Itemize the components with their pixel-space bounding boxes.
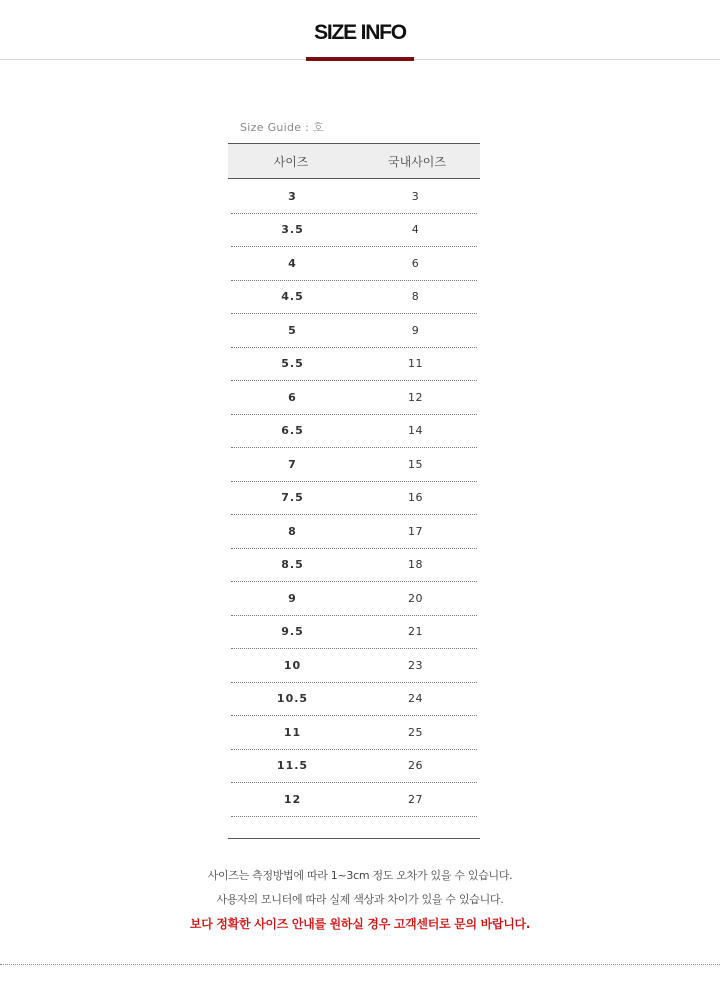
table-row	[231, 515, 477, 549]
cell-domestic-size: 8	[411, 290, 420, 304]
cell-size: 5	[288, 323, 297, 337]
cell-size: 9	[288, 591, 297, 605]
cell-size: 5.5	[281, 357, 304, 371]
cell-domestic-size: 21	[408, 625, 423, 639]
cell-size: 6.5	[281, 424, 304, 438]
size-table-body	[228, 179, 480, 817]
size-guide-label: Size Guide : 호	[240, 121, 324, 134]
table-row	[231, 683, 477, 717]
cell-size: 3.5	[281, 223, 304, 237]
bottom-divider	[0, 964, 720, 965]
cell-domestic-size: 11	[408, 357, 423, 371]
cell-size: 12	[283, 792, 302, 806]
table-row	[231, 281, 477, 315]
table-row	[231, 783, 477, 817]
note-monitor: 사용자의 모니터에 따라 실제 색상과 차이가 있을 수 있습니다.	[216, 893, 504, 906]
cell-size: 7	[288, 457, 297, 471]
table-row	[231, 649, 477, 683]
cell-size: 6	[288, 390, 297, 404]
cell-size: 8	[288, 524, 297, 538]
cell-domestic-size: 25	[408, 725, 423, 739]
cell-domestic-size: 12	[408, 390, 423, 404]
table-row	[231, 415, 477, 449]
cell-size: 10.5	[276, 692, 309, 706]
cell-size: 10	[283, 658, 302, 672]
cell-domestic-size: 14	[408, 424, 423, 438]
page-title: SIZE INFO	[314, 21, 406, 44]
cell-domestic-size: 24	[408, 692, 423, 706]
cell-size: 4.5	[281, 290, 304, 304]
cell-domestic-size: 4	[411, 223, 420, 237]
table-row	[231, 448, 477, 482]
title-underline	[306, 57, 414, 61]
cell-domestic-size: 26	[408, 759, 423, 773]
cell-domestic-size: 20	[408, 591, 423, 605]
table-row	[231, 750, 477, 784]
table-row	[231, 381, 477, 415]
table-row	[231, 482, 477, 516]
cell-size: 3	[288, 189, 297, 203]
cell-domestic-size: 18	[408, 558, 423, 572]
cell-size: 4	[288, 256, 297, 270]
cell-size: 7.5	[281, 491, 304, 505]
header-size: 사이즈	[273, 154, 309, 169]
table-row	[231, 247, 477, 281]
table-bottom-rule	[228, 817, 480, 839]
table-row	[231, 214, 477, 248]
table-row	[231, 716, 477, 750]
table-row	[231, 314, 477, 348]
cell-size: 11.5	[276, 759, 309, 773]
table-row	[231, 549, 477, 583]
table-row	[231, 582, 477, 616]
size-table-header	[228, 143, 480, 179]
size-table	[228, 143, 480, 839]
note-measurement: 사이즈는 측정방법에 따라 1~3cm 정도 오차가 있을 수 있습니다.	[207, 869, 513, 882]
header-domestic-size: 국내사이즈	[388, 154, 446, 169]
note-contact: 보다 정확한 사이즈 안내를 원하실 경우 고객센터로 문의 바랍니다.	[189, 917, 531, 931]
cell-size: 9.5	[281, 625, 304, 639]
cell-domestic-size: 17	[408, 524, 423, 538]
cell-domestic-size: 6	[411, 256, 420, 270]
cell-domestic-size: 23	[408, 658, 423, 672]
table-row	[231, 348, 477, 382]
notes	[0, 866, 720, 938]
cell-domestic-size: 9	[411, 323, 420, 337]
table-row	[231, 616, 477, 650]
table-row	[231, 180, 477, 214]
header	[0, 0, 720, 62]
cell-domestic-size: 16	[408, 491, 423, 505]
cell-domestic-size: 27	[408, 792, 423, 806]
cell-domestic-size: 15	[408, 457, 423, 471]
cell-size: 8.5	[281, 558, 304, 572]
cell-size: 11	[283, 725, 302, 739]
cell-domestic-size: 3	[411, 189, 420, 203]
